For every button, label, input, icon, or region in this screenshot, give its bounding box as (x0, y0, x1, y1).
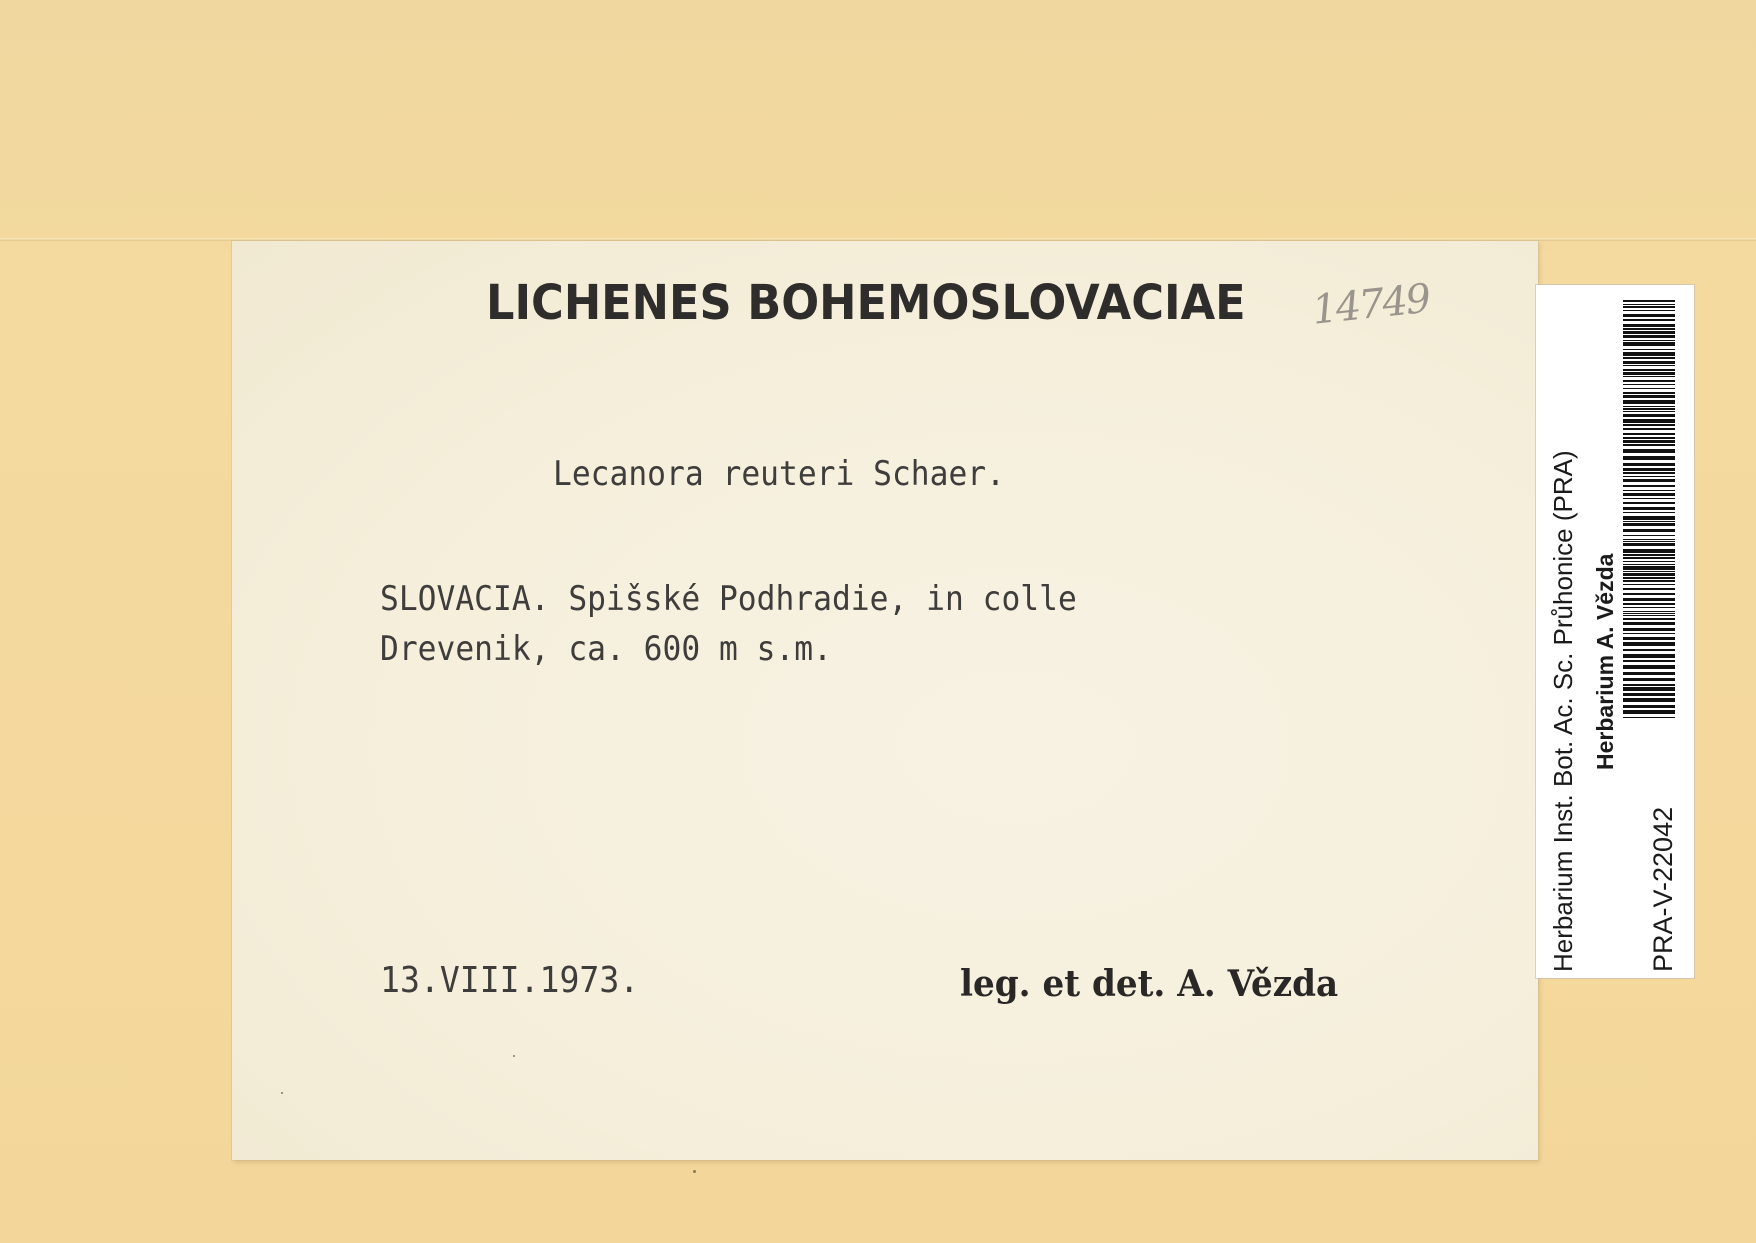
barcode-bar (1623, 468, 1675, 471)
specimen-label (232, 241, 1538, 1160)
barcode-bar (1623, 580, 1675, 582)
handwritten-number: 14749 (1310, 275, 1432, 334)
barcode-bar (1623, 476, 1675, 477)
barcode-bar (1623, 314, 1675, 317)
barcode-bar (1623, 687, 1675, 691)
barcode-bar (1623, 541, 1675, 542)
barcode-bar (1623, 566, 1675, 570)
barcode-bar (1623, 710, 1675, 714)
barcode-bar (1623, 573, 1675, 576)
barcode-bar (1623, 342, 1675, 346)
locality-line-1: SLOVACIA. Spišské Podhradie, in colle (380, 579, 1077, 619)
collector-stamp: leg. et det. A. Vězda (960, 963, 1339, 1005)
catalog-number: PRA-V-22042 (1648, 806, 1678, 972)
barcode-bar (1623, 411, 1675, 412)
barcode-bar (1623, 352, 1675, 356)
barcode-bar (1623, 507, 1675, 510)
paper-speck (281, 1092, 283, 1094)
barcode-bar (1623, 306, 1675, 308)
barcode-bar (1623, 449, 1675, 453)
barcode-bar (1623, 649, 1675, 651)
barcode-bar (1623, 349, 1675, 350)
locality-line-2: Drevenik, ca. 600 m s.m. (380, 629, 832, 669)
barcode-bar (1623, 684, 1675, 686)
barcode-bar (1623, 456, 1675, 460)
barcode-bar (1623, 615, 1675, 616)
barcode-bar (1623, 408, 1675, 410)
barcode-icon (1623, 300, 1675, 720)
barcode-bar (1623, 463, 1675, 466)
barcode-bar (1623, 400, 1675, 404)
barcode-bar (1623, 618, 1675, 620)
barcode-bar (1623, 539, 1675, 540)
species-name: Lecanora reuteri Schaer. (553, 454, 1005, 494)
barcode-bar (1623, 693, 1675, 696)
barcode-bar (1623, 593, 1675, 595)
paper-speck (513, 1055, 515, 1057)
barcode-bar (1623, 561, 1675, 562)
barcode-bar (1623, 310, 1675, 311)
barcode-bar (1623, 428, 1675, 430)
barcode-bar (1623, 660, 1675, 662)
barcode-bar (1623, 380, 1675, 382)
barcode-bar (1623, 357, 1675, 359)
barcode-bar (1623, 365, 1675, 366)
barcode-bar (1623, 498, 1675, 499)
barcode-bar (1623, 414, 1675, 417)
barcode-bar (1623, 319, 1675, 321)
barcode-bar (1623, 395, 1675, 398)
barcode-bar (1623, 493, 1675, 496)
barcode-bar (1623, 607, 1675, 608)
barcode-bar (1623, 698, 1675, 702)
barcode-bar (1623, 376, 1675, 377)
barcode-bar (1623, 369, 1675, 371)
barcode-bar (1623, 516, 1675, 520)
barcode-bar (1623, 529, 1675, 532)
barcode-bar (1623, 637, 1675, 640)
barcode-bar (1623, 437, 1675, 439)
barcode-bar (1623, 588, 1675, 590)
barcode-bar (1623, 628, 1675, 631)
barcode-bar (1623, 440, 1675, 443)
barcode-bar (1623, 479, 1675, 482)
barcode-bar (1623, 324, 1675, 327)
barcode-bar (1623, 613, 1675, 614)
barcode-bar (1623, 424, 1675, 426)
barcode-bar (1623, 433, 1675, 435)
barcode-bar (1623, 564, 1675, 565)
barcode-bar (1623, 665, 1675, 669)
barcode-bar (1623, 472, 1675, 474)
barcode-bar (1623, 672, 1675, 675)
institution-text: Herbarium Inst. Bot. Ac. Sc. Průhonice (PRA) (1548, 450, 1578, 972)
barcode-bar (1623, 571, 1675, 572)
barcode-bar (1623, 485, 1675, 487)
barcode-bar (1623, 678, 1675, 681)
barcode-bar (1623, 611, 1675, 612)
barcode-bar (1623, 304, 1675, 305)
barcode-bar (1623, 654, 1675, 658)
barcode-bar (1623, 388, 1675, 389)
barcode-bar (1623, 361, 1675, 364)
barcode-bar (1623, 535, 1675, 536)
barcode-bar (1623, 521, 1675, 522)
barcode-bar (1623, 419, 1675, 423)
barcode-bar (1623, 444, 1675, 446)
barcode-bar (1623, 523, 1675, 526)
barcode-bar (1623, 512, 1675, 513)
barcode-bar (1623, 557, 1675, 559)
barcode-bar (1623, 598, 1675, 601)
barcode-bar (1623, 502, 1675, 504)
barcode-bar (1623, 717, 1675, 718)
barcode-bar (1623, 603, 1675, 605)
barcode-bar (1623, 340, 1675, 341)
barcode-bar (1623, 490, 1675, 491)
barcode-bar (1623, 372, 1675, 375)
barcode-bar (1623, 622, 1675, 625)
barcode-bar (1623, 543, 1675, 546)
barcode-bar (1623, 577, 1675, 579)
barcode-bar (1623, 300, 1675, 302)
collection-name: Herbarium A. Vězda (1592, 553, 1618, 770)
barcode-bar (1623, 406, 1675, 407)
collection-date: 13.VIII.1973. (380, 960, 640, 1001)
barcode-bar (1623, 705, 1675, 708)
barcode-bar (1623, 328, 1675, 330)
paper-speck (693, 1170, 696, 1173)
barcode-bar (1623, 335, 1675, 338)
barcode-bar (1623, 633, 1675, 634)
barcode-bar (1623, 384, 1675, 385)
barcode-bar (1623, 331, 1675, 334)
label-title: LICHENES BOHEMOSLOVACIAE (486, 275, 1246, 331)
barcode-bar (1623, 554, 1675, 556)
barcode-bar (1623, 549, 1675, 553)
barcode-bar (1623, 392, 1675, 394)
barcode-bar (1623, 642, 1675, 646)
barcode-bar (1623, 584, 1675, 585)
